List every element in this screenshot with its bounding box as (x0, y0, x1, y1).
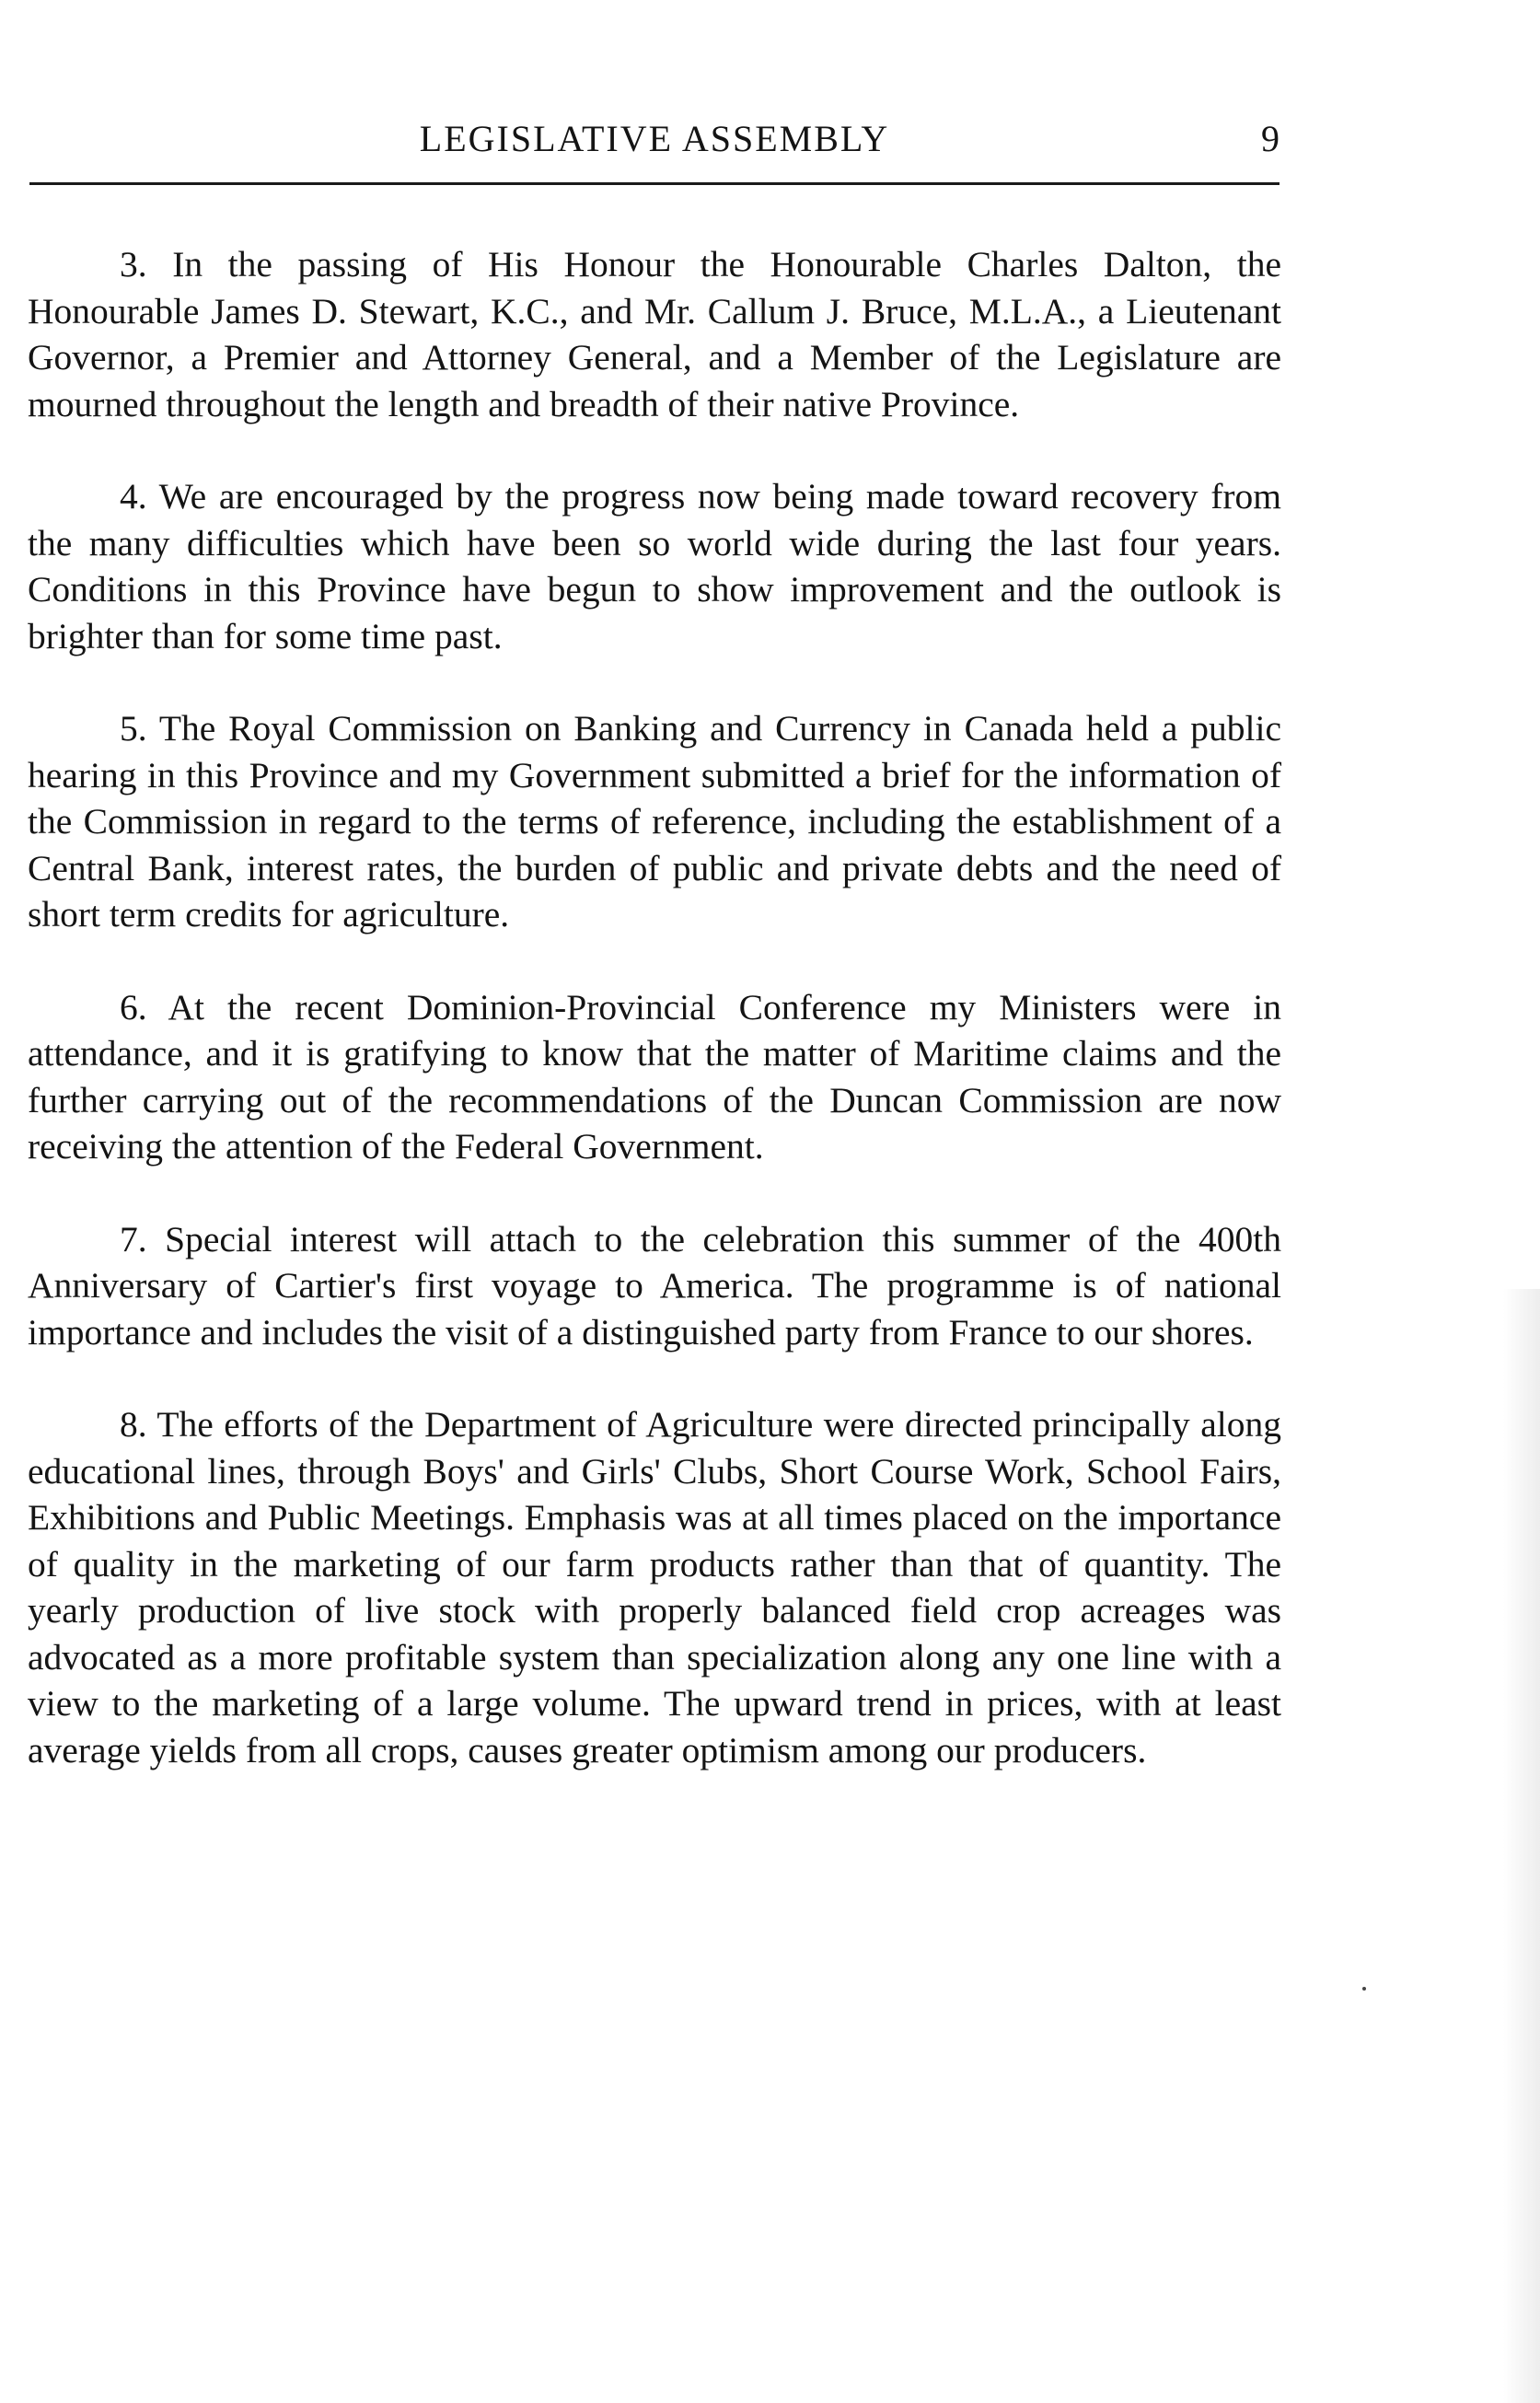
paragraph-6 (28, 984, 1281, 1170)
paragraph-3 (28, 241, 1281, 427)
header-rule (29, 182, 1279, 185)
paragraph-text: The Royal Commission on Banking and Currency in Canada held a public hearing in this Province and my Government submitted a brief for the information of the Commission in regard to the terms of reference, including the establishment of a Central Bank, interest rates, the burden of public and private debts and the need of short term credits for agriculture. (28, 708, 1281, 934)
scan-edge-shadow (1503, 1289, 1540, 2403)
paragraph-7 (28, 1216, 1281, 1356)
paragraph-text: In the passing of His Honour the Honourable Charles Dalton, the Honourable James D. Stewart, K.C., and Mr. Callum J. Bruce, M.L.A., a Lieutenant Governor, a Premier and Attorney General, and a Member of the Legislature are mourned throughout the length and breadth of their native Province. (28, 244, 1282, 424)
page-header (29, 109, 1279, 164)
paragraph-text: The efforts of the Department of Agriculture were directed principally along educational lines, through Boys' and Girls' Clubs, Short Course Work, School Fairs, Exhibitions and Public Meetings. Emphasis was at all times placed on the importance of quality in the marketing of our farm products rather than that of quantity. The yearly production of live stock with properly balanced field crop acreages was advocated as a more profitable system than specialization along any one line with a view to the marketing of a large volume. The upward trend in prices, with at least average yields from all crops, causes greater optimism among our producers. (28, 1404, 1281, 1770)
paragraph-number: 6. (120, 986, 147, 1027)
paragraph-number: 7. (120, 1218, 147, 1260)
paragraph-number: 3. (120, 244, 147, 284)
page-number: 9 (1261, 118, 1279, 159)
paragraph-text: We are encouraged by the progress now being made toward recovery from the many difficulties which have been so world wide during the last four years. Conditions in this Province have begun to show improvement and the outlook is brighter than for some time past. (28, 476, 1281, 656)
paragraph-8 (28, 1401, 1281, 1773)
scan-speck (1362, 1987, 1366, 1991)
paragraph-text: At the recent Dominion-Provincial Conference my Ministers were in attendance, and it is gratifying to know that the matter of Maritime claims and the further carrying out of the recommendations of the Duncan Commission are now receiving the attention of the Federal Government. (28, 986, 1282, 1167)
body-text (28, 241, 1281, 1819)
paragraph-text: Special interest will attach to the celebration this summer of the 400th Anniversary of Cartier's first voyage to America. The programme is of national importance and includes the visit of a distinguished party from France to our shores. (28, 1218, 1282, 1352)
paragraph-4 (28, 473, 1281, 659)
paragraph-number: 4. (120, 476, 147, 517)
paragraph-number: 8. (120, 1404, 147, 1445)
paragraph-number: 5. (120, 708, 147, 749)
paragraph-5 (28, 705, 1281, 938)
running-head-title: LEGISLATIVE ASSEMBLY (419, 118, 890, 159)
